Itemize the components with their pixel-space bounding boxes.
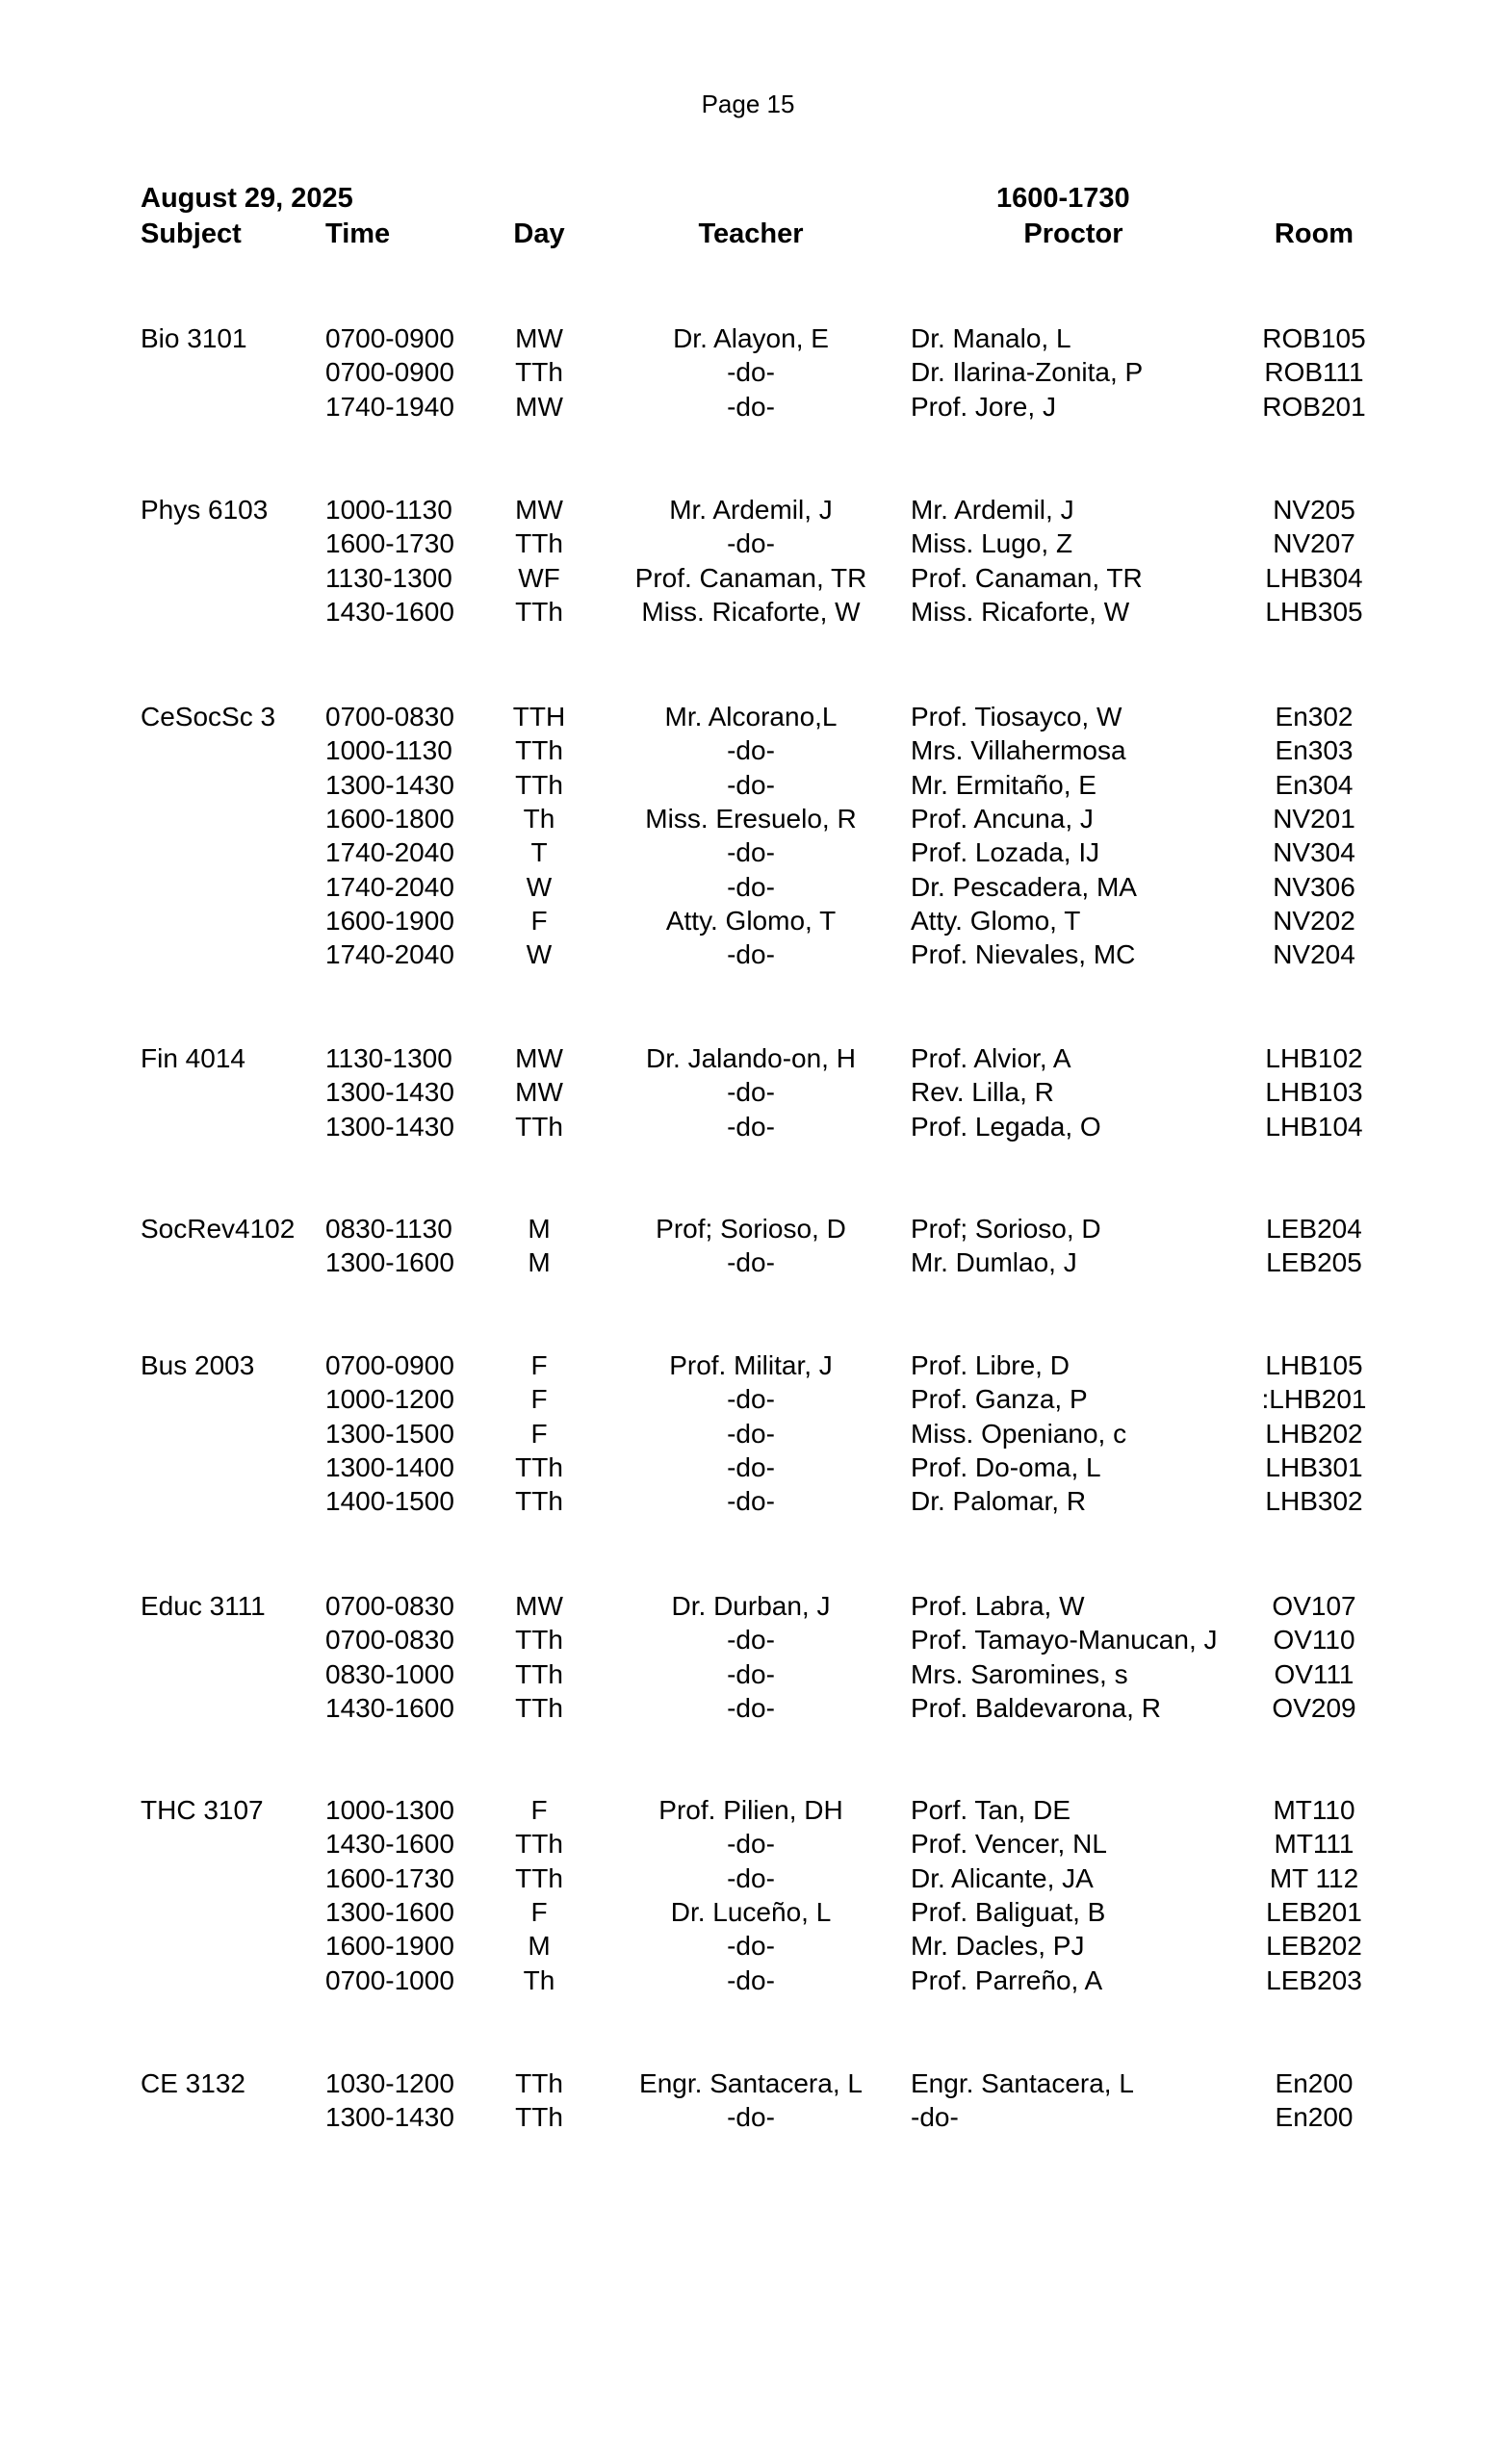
day: F [530,1350,548,1380]
day: TTh [515,2068,563,2098]
time-cell: 0830-1130 [325,1214,452,1244]
proctor-cell: Prof. Labra, W [911,1591,1085,1621]
day: MW [515,1077,563,1108]
teacher: -do- [727,2102,775,2133]
subject-code: SocRev4102 [141,1214,296,1244]
teacher: Dr. Durban, J [671,1591,831,1621]
time-cell: 1000-1300 [325,1795,454,1825]
proctor-cell: Prof; Sorioso, D [911,1214,1101,1244]
schedule-row [0,1383,1496,1416]
day: W [526,871,553,902]
teacher: -do- [727,871,775,902]
room: LEB205 [1266,1247,1362,1278]
page-number: Page 15 [701,90,795,118]
subject-code: Bio 3101 [141,323,247,353]
room: MT111 [1274,1829,1354,1860]
proctor-cell: Dr. Ilarina-Zonita, P [911,357,1144,388]
schedule-row [0,701,1496,733]
teacher: Miss. Ricaforte, W [641,596,861,627]
room: MT 112 [1269,1862,1359,1893]
time-cell: 1740-2040 [325,871,454,902]
schedule-row [0,2067,1496,2100]
room: OV209 [1272,1692,1356,1723]
teacher: Prof. Pilien, DH [658,1795,843,1825]
day: TTh [515,528,563,559]
day: WF [518,562,560,593]
proctor-cell: Prof. Parreño, A [911,1964,1103,1995]
time-cell: 1430-1600 [325,1692,454,1723]
time-cell: 1600-1900 [325,1931,454,1962]
room: LEB201 [1266,1896,1362,1927]
time-cell: 1430-1600 [325,1829,454,1860]
schedule-row [0,734,1496,767]
teacher: -do- [727,1451,775,1482]
proctor-cell: Prof. Do-oma, L [911,1451,1101,1482]
schedule-row [0,1213,1496,1245]
subject-code: Educ 3111 [141,1591,266,1621]
room: LHB202 [1265,1418,1363,1449]
day: TTh [515,357,563,388]
day: TTh [515,1658,563,1689]
day: MW [515,495,563,525]
day: TTh [515,769,563,800]
schedule-row [0,803,1496,835]
teacher: Prof; Sorioso, D [656,1214,846,1244]
teacher: Engr. Santacera, L [639,2068,863,2098]
proctor-cell: Mr. Ardemil, J [911,495,1074,525]
room: NV304 [1273,837,1355,868]
room: En302 [1275,702,1354,732]
proctor-cell: Dr. Manalo, L [911,323,1071,353]
room: NV306 [1273,871,1355,902]
schedule-row [0,871,1496,904]
subject-code: Bus 2003 [141,1350,255,1380]
schedule-row [0,1692,1496,1725]
day: W [526,939,553,970]
time-cell: 0700-0830 [325,702,454,732]
proctor-cell: -do- [911,2102,959,2133]
teacher: Dr. Jalando-on, H [646,1043,856,1073]
day: MW [515,323,563,353]
proctor-cell: Miss. Ricaforte, W [911,596,1130,627]
room: :LHB201 [1261,1384,1367,1415]
time-cell: 1600-1800 [325,803,454,834]
teacher: -do- [727,769,775,800]
column-header-subject: Subject [141,218,242,249]
room: OV107 [1272,1591,1356,1621]
schedule-row [0,494,1496,526]
teacher: -do- [727,1486,775,1517]
time-cell: 1300-1600 [325,1247,454,1278]
room: LHB105 [1265,1350,1363,1380]
subject-code: THC 3107 [141,1795,264,1825]
teacher: Mr. Alcorano,L [664,702,838,732]
proctor-cell: Mr. Dumlao, J [911,1247,1077,1278]
day: F [530,1384,548,1415]
room: LHB305 [1265,596,1363,627]
time-cell: 1600-1730 [325,1862,454,1893]
teacher: -do- [727,1931,775,1962]
schedule-row [0,1485,1496,1518]
day: TTh [515,596,563,627]
column-header-time: Time [325,218,391,249]
day: TTh [515,1625,563,1656]
room: ROB201 [1262,391,1366,422]
room: OV111 [1274,1658,1354,1689]
day: F [530,1795,548,1825]
teacher: Prof. Militar, J [669,1350,833,1380]
time-cell: 1400-1500 [325,1486,454,1517]
time-cell: 1740-2040 [325,939,454,970]
schedule-row [0,1896,1496,1929]
time-cell: 1300-1430 [325,1111,454,1142]
room: NV202 [1273,905,1355,936]
proctor-cell: Prof. Tiosayco, W [911,702,1122,732]
schedule-row [0,1418,1496,1450]
teacher: -do- [727,391,775,422]
teacher: -do- [727,1384,775,1415]
room: NV204 [1273,939,1355,970]
schedule-row [0,322,1496,355]
teacher: -do- [727,1111,775,1142]
subject-code: Phys 6103 [141,495,269,525]
day: Th [523,1964,555,1995]
time-cell: 1740-2040 [325,837,454,868]
subject-code: CeSocSc 3 [141,702,276,732]
proctor-cell: Mr. Ermitaño, E [911,769,1096,800]
teacher: -do- [727,357,775,388]
schedule-row [0,1658,1496,1691]
time-cell: 1300-1500 [325,1418,454,1449]
proctor-cell: Rev. Lilla, R [911,1077,1054,1108]
proctor-cell: Prof. Lozada, IJ [911,837,1100,868]
room: En200 [1275,2068,1354,2098]
day: TTh [515,1829,563,1860]
proctor-cell: Miss. Lugo, Z [911,528,1073,559]
exam-time-slot: 1600-1730 [996,183,1130,214]
time-cell: 1300-1430 [325,2102,454,2133]
time-cell: 0830-1000 [325,1658,454,1689]
time-cell: 0700-0830 [325,1591,454,1621]
day: Th [523,803,555,834]
teacher: -do- [727,1625,775,1656]
day: M [528,1931,551,1962]
schedule-row [0,2101,1496,2134]
proctor-cell: Prof. Alvior, A [911,1043,1071,1073]
schedule-row [0,1451,1496,1484]
schedule-row [0,1964,1496,1997]
column-header-room: Room [1274,218,1354,249]
schedule-row [0,836,1496,869]
column-header-proctor: Proctor [1023,218,1123,249]
proctor-cell: Mr. Dacles, PJ [911,1931,1085,1962]
time-cell: 1000-1200 [325,1384,454,1415]
day: MW [515,391,563,422]
room: LHB304 [1265,562,1363,593]
time-cell: 1030-1200 [325,2068,454,2098]
time-cell: 0700-1000 [325,1964,454,1995]
room: LHB301 [1265,1451,1363,1482]
proctor-cell: Mrs. Villahermosa [911,735,1126,766]
proctor-cell: Dr. Alicante, JA [911,1862,1094,1893]
room: LHB102 [1265,1043,1363,1073]
column-header-teacher: Teacher [698,218,804,249]
proctor-cell: Prof. Ancuna, J [911,803,1094,834]
proctor-cell: Atty. Glomo, T [911,905,1081,936]
teacher: Miss. Eresuelo, R [645,803,857,834]
time-cell: 0700-0900 [325,357,454,388]
schedule-row [0,356,1496,389]
teacher: -do- [727,1964,775,1995]
day: M [528,1214,551,1244]
teacher: Dr. Alayon, E [673,323,829,353]
time-cell: 1000-1130 [325,495,452,525]
room: OV110 [1273,1625,1355,1656]
time-cell: 1600-1730 [325,528,454,559]
schedule-row [0,938,1496,971]
day: F [530,1896,548,1927]
teacher: -do- [727,1077,775,1108]
proctor-cell: Prof. Tamayo-Manucan, J [911,1625,1218,1656]
proctor-cell: Miss. Openiano, c [911,1418,1127,1449]
day: F [530,1418,548,1449]
day: M [528,1247,551,1278]
room: LEB203 [1266,1964,1362,1995]
room: NV207 [1273,528,1355,559]
room: LEB204 [1266,1214,1362,1244]
time-cell: 1000-1130 [325,735,452,766]
day: TTH [512,702,566,732]
day: TTh [515,1451,563,1482]
room: ROB111 [1264,357,1364,388]
proctor-cell: Porf. Tan, DE [911,1795,1071,1825]
schedule-row [0,1246,1496,1279]
teacher: -do- [727,837,775,868]
time-cell: 0700-0830 [325,1625,454,1656]
time-cell: 1130-1300 [325,562,452,593]
day: TTh [515,1486,563,1517]
proctor-cell: Prof. Legada, O [911,1111,1101,1142]
schedule-row [0,1076,1496,1109]
schedule-row [0,1624,1496,1656]
subject-code: Fin 4014 [141,1043,245,1073]
schedule-row [0,527,1496,560]
proctor-cell: Mrs. Saromines, s [911,1658,1128,1689]
teacher: -do- [727,528,775,559]
teacher: -do- [727,1247,775,1278]
proctor-cell: Prof. Canaman, TR [911,562,1143,593]
room: MT110 [1273,1795,1355,1825]
column-header-day: Day [513,218,565,249]
day: TTh [515,2102,563,2133]
day: MW [515,1591,563,1621]
time-cell: 1740-1940 [325,391,454,422]
teacher: Prof. Canaman, TR [634,562,867,593]
teacher: Mr. Ardemil, J [669,495,833,525]
schedule-row [0,1930,1496,1963]
proctor-cell: Engr. Santacera, L [911,2068,1134,2098]
day: TTh [515,1862,563,1893]
proctor-cell: Prof. Vencer, NL [911,1829,1107,1860]
teacher: Dr. Luceño, L [670,1896,832,1927]
subject-code: CE 3132 [141,2068,245,2098]
room: NV205 [1273,495,1355,525]
room: LHB302 [1265,1486,1363,1517]
time-cell: 0700-0900 [325,1350,454,1380]
time-cell: 1300-1430 [325,769,454,800]
proctor-cell: Prof. Jore, J [911,391,1056,422]
teacher: -do- [727,1658,775,1689]
schedule-row [0,1828,1496,1861]
proctor-cell: Dr. Pescadera, MA [911,871,1137,902]
time-cell: 1130-1300 [325,1043,452,1073]
day: TTh [515,1692,563,1723]
room: LEB202 [1266,1931,1362,1962]
time-cell: 1300-1400 [325,1451,454,1482]
day: F [530,905,548,936]
room: NV201 [1273,803,1355,834]
teacher: -do- [727,1418,775,1449]
time-cell: 1600-1900 [325,905,454,936]
day: T [530,837,548,868]
room: En200 [1275,2102,1354,2133]
teacher: -do- [727,939,775,970]
schedule-row [0,1042,1496,1075]
day: MW [515,1043,563,1073]
teacher: -do- [727,1829,775,1860]
day: TTh [515,1111,563,1142]
schedule-row [0,1111,1496,1143]
exam-date: August 29, 2025 [141,183,353,214]
time-cell: 1300-1600 [325,1896,454,1927]
room: LHB103 [1265,1077,1363,1108]
time-cell: 1300-1430 [325,1077,454,1108]
room: ROB105 [1262,323,1366,353]
proctor-cell: Prof. Nievales, MC [911,939,1136,970]
proctor-cell: Dr. Palomar, R [911,1486,1087,1517]
schedule-row [0,1349,1496,1382]
room: En303 [1275,735,1354,766]
teacher: -do- [727,1862,775,1893]
time-cell: 1430-1600 [325,596,454,627]
schedule-row [0,769,1496,802]
proctor-cell: Prof. Ganza, P [911,1384,1088,1415]
teacher: Atty. Glomo, T [665,905,837,936]
schedule-row [0,1794,1496,1827]
schedule-row [0,391,1496,424]
schedule-row [0,596,1496,629]
day: TTh [515,735,563,766]
proctor-cell: Prof. Baliguat, B [911,1896,1106,1927]
schedule-row [0,562,1496,595]
schedule-row [0,1590,1496,1623]
teacher: -do- [727,1692,775,1723]
room: En304 [1275,769,1354,800]
time-cell: 0700-0900 [325,323,454,353]
proctor-cell: Prof. Libre, D [911,1350,1070,1380]
schedule-row [0,905,1496,937]
teacher: -do- [727,735,775,766]
room: LHB104 [1265,1111,1363,1142]
proctor-cell: Prof. Baldevarona, R [911,1692,1161,1723]
schedule-row [0,1862,1496,1895]
